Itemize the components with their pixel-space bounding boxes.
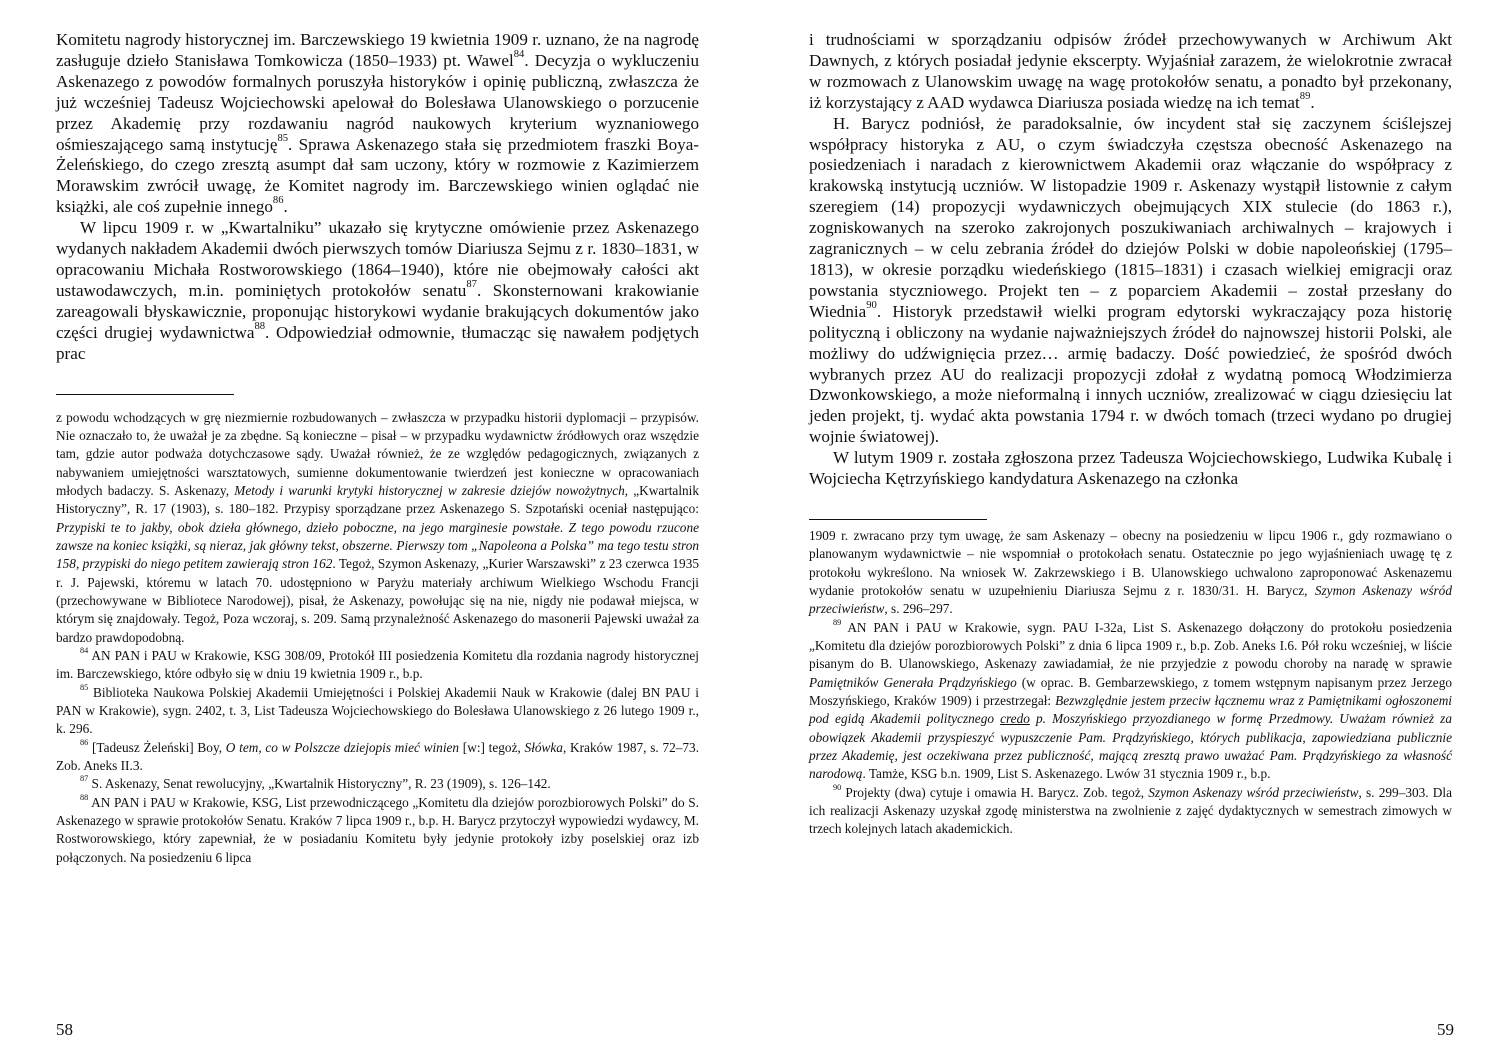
left-footnote-0: z powodu wchodzących w grę niezmiernie rozbudowanych – zwłaszcza w przypadku historii dyplomacji – przypisów. Nie oznaczało to, że uważał je za zbędne. Są konieczne – pisał – w przypadku wydawnictw źródłowych oraz wszędzie tam, gdzie autor podważa dotychczasowe sądy. Uważał również, że ze względów pedagogicznych, związanych z nabywaniem umiejętności warsztatowych, sumienne dokumentowanie twierdzeń jest konieczne w opracowaniach młodych badaczy. S. Askenazy, Metody i warunki krytyki historycznej w zakresie dziejów nowożytnych, „Kwartalnik Historyczny”, R. 17 (1903), s. 180–182. Przypisy sporządzane przez Askenazego S. Szpotański oceniał następująco: Przypiski te to jakby, obok dzieła głównego, dzieło poboczne, na jego marginesie powstałe. Z tego powodu rzucone zawsze na koniec książki, są nieraz, jak główny tekst, obszerne. Pierwszy tom „Napoleona a Polska” ma tego testu stron 158, przypiski do niego petitem zawierają stron 162. Tegoż, Szymon Askenazy, „Kurier Warszawski” z 23 czerwca 1935 r. J. Pajewski, któremu w latach 70. udostępniono w Paryżu materiały archiwum Wielkiego Wschodu Francji (przechowywane w Bibliotece Narodowej), pisał, że Askenazy, powołując się na nie, nigdy nie podawał miejsca, w którym się znajdowały. Tegoż, Poza wczoraj, s. 209. Samą przynależność Askenazego do masonerii Pajewski uważał za bardzo prawdopodobną. — [56, 409, 700, 645]
left-footnote-2: $^{85}$ Biblioteka Naukowa Polskiej Akademii Umiejętności i Polskiej Akademii Nauk w Krakowie (dalej BN PAU i PAN w Krakowie), sygn. 2402, t. 3, List Tadeusza Wojciechowskiego do Bolesława Ulanowskiego z 26 lutego 1909 r., k. 296. — [56, 682, 699, 737]
left-footnotes — [56, 409, 699, 868]
left-footnote-5: $^{88}$ AN PAN i PAU w Krakowie, KSG, List przewodniczącego „Komitetu dla dziejów porozbiorowych Polski” do S. Askenazego w sprawie protokołów Senatu. Kraków 7 lipca 1909 r., b.p. H. Barycz przytoczył wypowiedzi wydawcy, M. Rostworowskiego, który zapewniał, że w posiadaniu Komitetu były jedynie protokoły izby poselskiej oraz izb połączonych. Na posiedzeniu 6 lipca — [56, 792, 699, 865]
right-footnote-separator — [809, 519, 987, 520]
right-paragraph-0: i trudnościami w sporządzaniu odpisów źródeł przechowywanych w Archiwum Akt Dawnych, z których posiadał jedynie ekscerpty. Wyjaśniał zarazem, że wielokrotnie zwracał w rozmowach z Ulanowskim uwagę na wagę protokołów senatu, a ponadto był przekonany, iż korzystający z AAD wydawca Diariusza posiada wiedzę na ich temat$^{89}$. — [809, 30, 1452, 112]
right-body-text — [809, 30, 1452, 490]
right-page — [809, 30, 1452, 839]
left-paragraph-1: W lipcu 1909 r. w „Kwartalniku” ukazało się krytyczne omówienie przez Askenazego wydanych nakładem Akademii dwóch pierwszych tomów Diariusza Sejmu z r. 1830–1831, w opracowaniu Michała Rostworowskiego (1864–1940), które nie obejmowały całości akt ustawodawczych, m.in. pominiętych protokołów senatu$^{87}$. Skonsternowani krakowianie zareagowali błyskawicznie, proponując historykowi wydanie brakujących dokumentów jako części drugiej wydawnictwa$^{88}$. Odpowiedział odmownie, tłumacząc się nawałem podjętych prac — [56, 218, 699, 363]
left-footnote-4: $^{87}$ S. Askenazy, Senat rewolucyjny, „Kwartalnik Historyczny”, R. 23 (1909), s. 126–142. — [80, 774, 551, 792]
right-footnotes — [809, 527, 1452, 839]
right-footnote-2: $^{90}$ Projekty (dwa) cytuje i omawia H. Barycz. Zob. tegoż, Szymon Askenazy wśród przeciwieństw, s. 299–303. Dla ich realizacji Askenazy uzyskał zgodę ministerstwa na zwolnienie z zajęć dydaktycznych w semestrach zimowych w trzech kolejnych latach akademickich. — [809, 782, 1453, 837]
page-number-left: 58 — [56, 1020, 73, 1039]
right-footnote-1: $^{89}$ AN PAN i PAU w Krakowie, sygn. PAU I-32a, List S. Askenazego dołączony do protokołu posiedzenia „Komitetu dla dziejów porozbiorowych Polski” z dnia 6 lipca 1909 r., b.p. Zob. Aneks I.6. Pół roku wcześniej, w liście pisanym do B. Ulanowskiego, Askenazy zawiadamiał, że nie przyjedzie z powodu choroby na naradę w sprawie Pamiętników Generała Prądzyńskiego (w oprac. B. Gembarzewskiego, z tomem wstępnym napisanym przez Jerzego Moszyńskiego, Kraków 1909) i przestrzegał: Bezwzględnie jestem przeciw łącznemu wraz z Pamiętnikami ogłoszonemi pod egidą Akademii politycznego credo p. Moszyńskiego przyozdianego w formę Przedmowy. Uważam również za obowiązek Akademii przyspieszyć wypuszczenie Pam. Prądzyńskiego, których publikacja, zapowiedziana publicznie przez Akademię, jest oczekiwana przez publiczność, mającą zresztą prawo uważać Pam. Prądzyńskiego za własność narodową. Tamże, KSG b.n. 1909, List S. Askenazego. Lwów 31 stycznia 1909 r., b.p. — [809, 617, 1452, 782]
right-footnote-0: 1909 r. zwracano przy tym uwagę, że sam Askenazy – obecny na posiedzeniu w lipcu 1906 r., gdy rozmawiano o planowanym wydawnictwie – nie wspomniał o protokołach senatu. Ostatecznie po jego wyjaśnieniach uwagę tę z protokołu wykreślono. Na wniosek W. Zakrzewskiego i B. Ulanowskiego uchwalono zaproponować Askenazemu wydanie protokołów senatu w uzupełnieniu Diariusza Sejmu z r. 1830/31. H. Barycz, Szymon Askenazy wśród przeciwieństw, s. 296–297. — [809, 527, 1452, 617]
left-footnote-3: $^{86}$ [Tadeusz Żeleński] Boy, O tem, co w Polszcze dziejopis mieć winien [w:] tegoż, Słówka, Kraków 1987, s. 72–73. Zob. Aneks II.3. — [56, 737, 700, 774]
left-paragraph-0: Komitetu nagrody historycznej im. Barczewskiego 19 kwietnia 1909 r. uznano, że na nagrodę zasługuje dzieło Stanisława Tomkowicza (1850–1933) pt. Wawel$^{84}$. Decyzja o wykluczeniu Askenazego z powodów formalnych poruszyła historyków i opinię publiczną, zwłaszcza że już wcześniej Tadeusz Wojciechowski apelował do Bolesława Ulanowskiego o porzucenie przez Akademię przy rozdawaniu nagród naukowych kryterium wyznaniowego ośmieszającego samą instytucję$^{85}$. Sprawa Askenazego stała się przedmiotem fraszki Boya-Żeleńskiego, do czego zresztą asumpt dał sam uczony, który w rozmowie z Kazimierzem Morawskim zwrócił uwagę, że Komitet nagrody im. Barczewskiego winien oglądać nie książki, ale coś zupełnie innego$^{86}$. — [56, 30, 699, 217]
left-page — [56, 30, 699, 867]
right-paragraph-1: H. Barycz podniósł, że paradoksalnie, ów incydent stał się zaczynem ściślejszej współpracy historyka z AU, o czym świadczyła częstsza obecność Askenazego na posiedzeniach i naradach z kierownictwem Akademii oraz włączanie do współpracy z krakowską instytucją uczniów. W listopadzie 1909 r. Askenazy wystąpił listownie z całym szeregiem (14) propozycji wydawniczych obejmujących XIX stulecie (do 1863 r.), zogniskowanych na szeroko zakrojonych poszukiwaniach archiwalnych – krajowych i zagranicznych – w celu zebrania źródeł do dziejów Polski w dobie napoleońskiej (1795–1813), w okresie porządku wiedeńskiego (1815–1831) i czasach wielkiej emigracji oraz powstania styczniowego. Projekt ten – z poparciem Akademii – został przesłany do Wiednia$^{90}$. Historyk przedstawił wielki program edytorski wykraczający poza historię polityczną i obliczony na wydanie najważniejszych źródeł do najnowszej historii Polski, ale możliwy do udźwignięcia przez… armię badaczy. Dość powiedzieć, że spośród dwóch wybranych przez AU do realizacji propozycji zdołał z wydatną pomocą Włodzimierza Dzwonkowskiego, a może nieformalną i innych uczniów, zrealizować w ciągu dziesięciu lat jeden projekt, tj. wydać akta powstania 1794 r. w dwóch tomach (trzeci wydano po drugiej wojnie światowej). — [809, 113, 1452, 447]
left-footnote-separator — [56, 394, 234, 395]
page-number-right: 59 — [1437, 1020, 1454, 1039]
left-body-text — [56, 30, 699, 365]
right-paragraph-2: W lutym 1909 r. została zgłoszona przez Tadeusza Wojciechowskiego, Ludwika Kubalę i Wojciecha Kętrzyńskiego kandydatura Askenazego na członka — [809, 448, 1452, 489]
left-footnote-1: $^{84}$ AN PAN i PAU w Krakowie, KSG 308/09, Protokół III posiedzenia Komitetu dla rozdania nagrody historycznej im. Barczewskiego, które odbyło się w dniu 19 kwietnia 1909 r., b.p. — [56, 645, 699, 682]
